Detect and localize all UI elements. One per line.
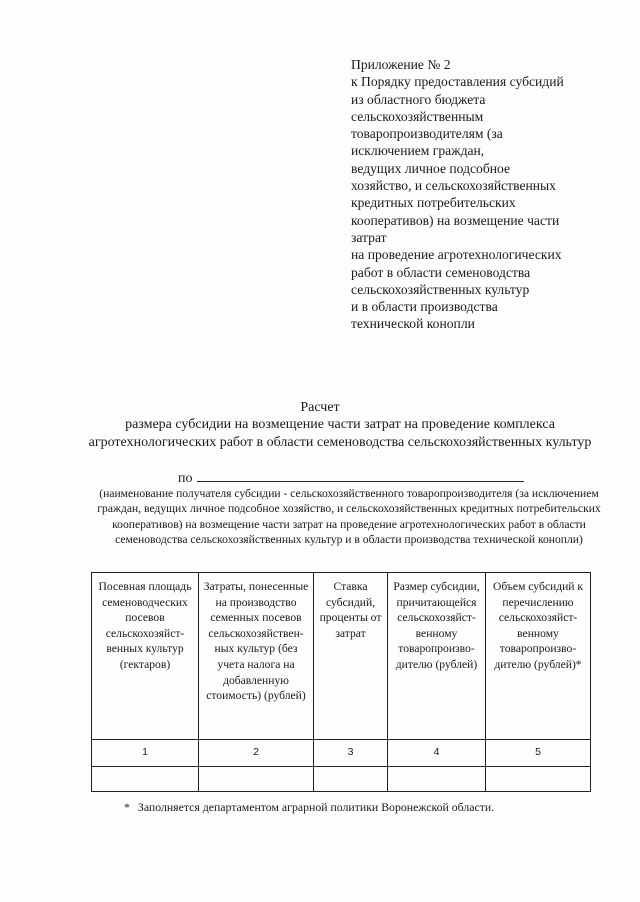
column-header: Ставка субсидий, проценты от затрат xyxy=(314,573,388,740)
column-header: Размер субсидии, причитающейся сельскохозяйст-венному товаропроизво-дителю (рублей) xyxy=(388,573,486,740)
table-header-row xyxy=(92,573,591,740)
column-header: Объем субсидий к перечислению сельскохозяйст-венному товаропроизво-дителю (рублей)* xyxy=(486,573,591,740)
table-cell xyxy=(314,767,388,792)
footnote-marker: * xyxy=(124,800,130,814)
calculation-table xyxy=(91,572,591,792)
appendix-line: ведущих личное подсобное xyxy=(351,160,511,176)
appendix-line: хозяйство, и сельскохозяйственных xyxy=(351,178,556,194)
appendix-line: кредитных потребительских xyxy=(351,195,516,211)
column-number: 3 xyxy=(314,740,388,767)
appendix-line: сельскохозяйственным xyxy=(351,108,484,124)
appendix-line: товаропроизводителям (за xyxy=(351,126,503,142)
footnote-text: Заполняется департаментом аграрной политики Воронежской области. xyxy=(137,800,495,814)
footnote xyxy=(124,800,494,815)
appendix-line: к Порядку предоставления субсидий xyxy=(351,74,564,90)
appendix-line: и в области производства xyxy=(351,299,498,315)
appendix-block xyxy=(351,56,611,333)
recipient-prefix: по xyxy=(178,471,193,486)
appendix-line: Приложение № 2 xyxy=(351,57,451,72)
column-number: 2 xyxy=(199,740,314,767)
table-cell xyxy=(92,767,199,792)
document-title: Расчет xyxy=(300,400,340,415)
appendix-line: исключением граждан, xyxy=(351,143,485,159)
table-cell xyxy=(388,767,486,792)
column-number: 1 xyxy=(92,740,199,767)
column-number: 5 xyxy=(486,740,591,767)
document-subtitle: размера субсидии на возмещение части затрат на проведение комплекса агротехнологических работ в области семеноводства сельскохозяйственных культур xyxy=(88,417,592,450)
appendix-line: технической конопли xyxy=(351,316,475,332)
appendix-line: работ в области семеноводства xyxy=(351,264,531,280)
column-number: 4 xyxy=(388,740,486,767)
table-number-row xyxy=(92,740,591,767)
table-cell xyxy=(199,767,314,792)
recipient-note: (наименование получателя субсидии - сельскохозяйственного товаропроизводителя (за исключением граждан, ведущих личное подсобное хозяйство, и сельскохозяйственных кредитных потребительских кооперативов) на возмещение части затрат на проведение агротехнологических работ в области семеноводства сельскохозяйственных культур и в области производства технической конопли) xyxy=(97,487,601,547)
table-cell xyxy=(486,767,591,792)
appendix-line: из областного бюджета xyxy=(351,91,486,107)
appendix-line: кооперативов) на возмещение части xyxy=(351,212,560,228)
table-row xyxy=(92,767,591,792)
appendix-line: на проведение агротехнологических xyxy=(351,247,562,263)
recipient-fill-line xyxy=(197,468,524,482)
recipient-line xyxy=(178,468,524,487)
column-header: Посевная площадь семеноводческих посевов сельскохозяйст-венных культур (гектаров) xyxy=(92,573,199,740)
column-header: Затраты, понесенные на производство семенных посевов сельскохозяйствен-ных культур (без учета налога на добавленную стоимость) (рублей) xyxy=(199,573,314,740)
appendix-line: затрат xyxy=(351,229,387,245)
appendix-line: сельскохозяйственных культур xyxy=(351,281,530,297)
